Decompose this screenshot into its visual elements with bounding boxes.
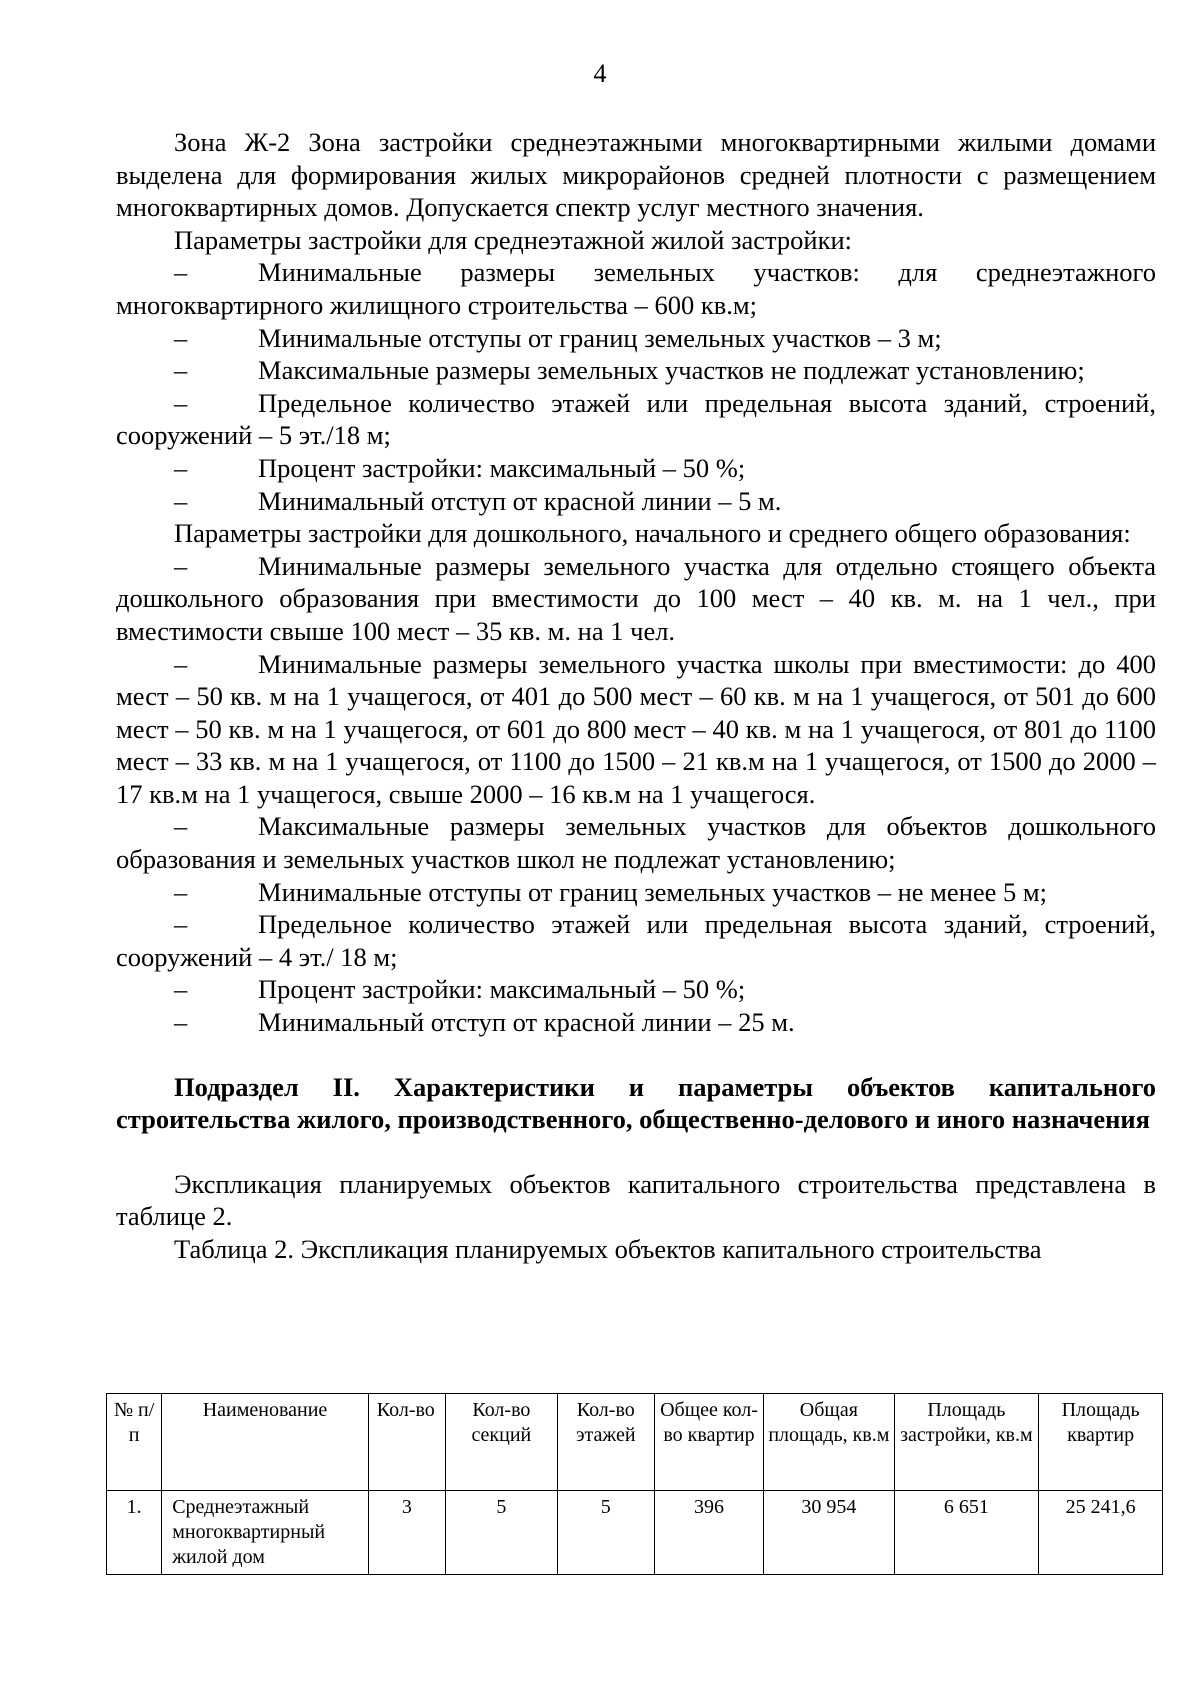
dash-marker: – xyxy=(174,485,188,516)
table-row xyxy=(107,1491,1163,1575)
document-body xyxy=(116,126,1156,1266)
list-item-text: Минимальные размеры земельных участков: для среднеэтажного многоквартирного жилищного строительства – 600 кв.м; xyxy=(116,257,1156,320)
list-item-text: Минимальные отступы от границ земельных участков – 3 м; xyxy=(258,322,942,353)
list-item-text: Максимальные размеры земельных участков для объектов дошкольного образования и земельных участков школ не подлежат установлению; xyxy=(116,811,1156,875)
dash-marker: – xyxy=(174,355,188,386)
dash-marker: – xyxy=(174,452,188,483)
residential-params-list xyxy=(116,256,1156,517)
table-cell: Среднеэтажный многоквартирный жилой дом xyxy=(162,1491,369,1575)
column-header: Площадь застройки, кв.м xyxy=(894,1394,1039,1491)
list-item-text: Минимальные размеры земельного участка для отдельно стоящего объекта дошкольного образования при вместимости до 100 мест – 40 кв. м. на 1 чел., при вместимости свыше 100 мест – 35 кв. м. на 1 чел. xyxy=(116,550,1156,646)
list-item xyxy=(116,485,1156,518)
page-number: 4 xyxy=(593,59,607,88)
list-item-text: Процент застройки: максимальный – 50 %; xyxy=(258,452,746,483)
table-caption: Таблица 2. Экспликация планируемых объектов капитального строительства xyxy=(174,1234,1042,1264)
dash-marker: – xyxy=(174,648,188,679)
list-item xyxy=(116,256,1156,321)
table-cell: 396 xyxy=(654,1491,763,1575)
list-item xyxy=(116,1006,1156,1039)
list-item xyxy=(116,550,1156,648)
table-cell: 3 xyxy=(368,1491,445,1575)
education-params-list xyxy=(116,550,1156,1039)
column-header: Общее кол-во квартир xyxy=(654,1394,763,1491)
subsection-heading: Подраздел II. Характеристики и параметры объектов капитального строительства жилого, производственного, общественно-делового и иного назначения xyxy=(116,1071,1156,1135)
list-item-text: Предельное количество этажей или предельная высота зданий, строений, сооружений – 5 эт./18 м; xyxy=(116,387,1156,451)
list-item-text: Минимальный отступ от красной линии – 25 м. xyxy=(258,1007,795,1038)
table-cell: 1. xyxy=(107,1491,162,1575)
spacer xyxy=(116,1136,1156,1168)
list-item xyxy=(116,876,1156,909)
list-item xyxy=(116,354,1156,387)
dash-marker: – xyxy=(174,811,188,842)
column-header: Кол-во секций xyxy=(446,1394,558,1491)
list-item-text: Предельное количество этажей или предельная высота зданий, строений, сооружений – 4 эт./ 18 м; xyxy=(116,909,1156,972)
dash-marker: – xyxy=(174,1007,188,1038)
dash-marker: – xyxy=(174,387,188,418)
table-cell: 25 241,6 xyxy=(1039,1491,1163,1575)
residential-params-title: Параметры застройки для среднеэтажной жилой застройки: xyxy=(174,224,853,255)
dash-marker: – xyxy=(174,909,188,940)
dash-marker: – xyxy=(174,257,188,288)
list-item xyxy=(116,973,1156,1006)
dash-marker: – xyxy=(174,550,188,581)
list-item xyxy=(116,452,1156,485)
list-item xyxy=(116,322,1156,355)
column-header: Наименование xyxy=(162,1394,369,1491)
table-cell: 30 954 xyxy=(764,1491,894,1575)
column-header: Кол-во этажей xyxy=(557,1394,654,1491)
column-header: Общая площадь, кв.м xyxy=(764,1394,894,1491)
list-item-text: Максимальные размеры земельных участков не подлежат установлению; xyxy=(258,355,1085,386)
column-header: Кол-во xyxy=(368,1394,445,1491)
explication-paragraph: Экспликация планируемых объектов капитального строительства представлена в таблице 2. xyxy=(116,1168,1156,1232)
table-cell: 5 xyxy=(557,1491,654,1575)
table-cell: 6 651 xyxy=(894,1491,1039,1575)
list-item-text: Минимальные размеры земельного участка школы при вместимости: до 400 мест – 50 кв. м на 1 учащегося, от 401 до 500 мест – 60 кв. м на 1 учащегося, от 501 до 600 мест – 50 кв. м на 1 учащегося, от 601 до 800 мест – 40 кв. м на 1 учащегося, от 801 до 1100 мест – 33 кв. м на 1 учащегося, от 1100 до 1500 – 21 кв.м на 1 учащегося, от 1500 до 2000 – 17 кв.м на 1 учащегося, свыше 2000 – 16 кв.м на 1 учащегося. xyxy=(116,648,1156,809)
list-item xyxy=(116,387,1156,452)
table-header-row xyxy=(107,1394,1163,1491)
list-item xyxy=(116,648,1156,811)
table-cell: 5 xyxy=(446,1491,558,1575)
dash-marker: – xyxy=(174,974,188,1005)
zone-intro-paragraph: Зона Ж-2 Зона застройки среднеэтажными многоквартирными жилыми домами выделена для формирования жилых микрорайонов средней плотности с размещением многоквартирных домов. Допускается спектр услуг местного значения. xyxy=(116,127,1156,223)
list-item xyxy=(116,908,1156,973)
list-item-text: Минимальные отступы от границ земельных участков – не менее 5 м; xyxy=(258,876,1048,907)
dash-marker: – xyxy=(174,322,188,353)
column-header: Площадь квартир xyxy=(1039,1394,1163,1491)
list-item-text: Минимальный отступ от красной линии – 5 м. xyxy=(258,485,782,516)
education-params-title: Параметры застройки для дошкольного, начального и среднего общего образования: xyxy=(174,518,1131,549)
column-header: № п/п xyxy=(107,1394,162,1491)
dash-marker: – xyxy=(174,876,188,907)
list-item-text: Процент застройки: максимальный – 50 %; xyxy=(258,974,746,1005)
explication-table xyxy=(106,1393,1163,1575)
list-item xyxy=(116,810,1156,875)
